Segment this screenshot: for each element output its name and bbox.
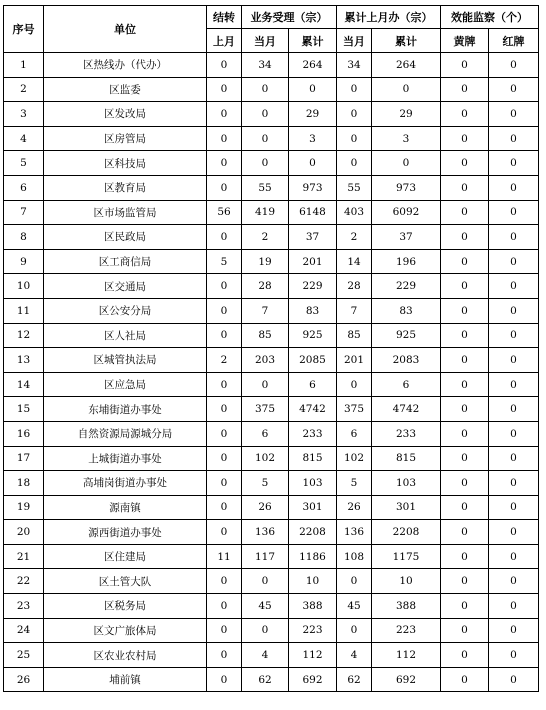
row-done-total: 2083 bbox=[372, 348, 441, 373]
table-row bbox=[4, 667, 539, 692]
header-total: 累计 bbox=[289, 29, 337, 53]
row-done-this-month: 0 bbox=[337, 569, 372, 594]
row-seq: 11 bbox=[4, 298, 44, 323]
row-unit: 区农业农村局 bbox=[44, 643, 207, 668]
row-seq: 18 bbox=[4, 471, 44, 496]
row-accepted-this-month: 7 bbox=[242, 298, 289, 323]
row-accepted-total: 10 bbox=[289, 569, 337, 594]
row-done-total: 10 bbox=[372, 569, 441, 594]
row-unit: 区税务局 bbox=[44, 594, 207, 619]
table-row bbox=[4, 397, 539, 422]
row-transfer-last-month: 0 bbox=[207, 397, 242, 422]
table-row bbox=[4, 200, 539, 225]
row-unit: 区工商信局 bbox=[44, 249, 207, 274]
row-seq: 20 bbox=[4, 520, 44, 545]
row-unit: 区教育局 bbox=[44, 175, 207, 200]
row-accepted-total: 4742 bbox=[289, 397, 337, 422]
table-body bbox=[4, 53, 539, 692]
row-unit: 区应急局 bbox=[44, 372, 207, 397]
row-done-this-month: 28 bbox=[337, 274, 372, 299]
row-yellow-card: 0 bbox=[441, 126, 489, 151]
header-accepted: 业务受理（宗） bbox=[242, 6, 337, 29]
row-transfer-last-month: 0 bbox=[207, 446, 242, 471]
row-yellow-card: 0 bbox=[441, 495, 489, 520]
row-accepted-total: 973 bbox=[289, 175, 337, 200]
row-done-this-month: 7 bbox=[337, 298, 372, 323]
row-unit: 区交通局 bbox=[44, 274, 207, 299]
table-row bbox=[4, 372, 539, 397]
row-done-total: 37 bbox=[372, 225, 441, 250]
row-accepted-this-month: 375 bbox=[242, 397, 289, 422]
row-yellow-card: 0 bbox=[441, 175, 489, 200]
row-accepted-total: 233 bbox=[289, 421, 337, 446]
row-seq: 15 bbox=[4, 397, 44, 422]
row-unit: 区土管大队 bbox=[44, 569, 207, 594]
row-yellow-card: 0 bbox=[441, 323, 489, 348]
table-row bbox=[4, 225, 539, 250]
row-transfer-last-month: 0 bbox=[207, 151, 242, 176]
row-seq: 25 bbox=[4, 643, 44, 668]
row-done-this-month: 62 bbox=[337, 667, 372, 692]
table-row bbox=[4, 618, 539, 643]
header-unit: 单位 bbox=[44, 6, 207, 53]
row-done-this-month: 4 bbox=[337, 643, 372, 668]
header-last-month: 上月 bbox=[207, 29, 242, 53]
row-red-card: 0 bbox=[489, 397, 539, 422]
row-yellow-card: 0 bbox=[441, 225, 489, 250]
row-done-total: 196 bbox=[372, 249, 441, 274]
row-done-this-month: 0 bbox=[337, 151, 372, 176]
row-done-this-month: 0 bbox=[337, 102, 372, 127]
row-done-total: 0 bbox=[372, 77, 441, 102]
row-transfer-last-month: 0 bbox=[207, 53, 242, 78]
row-done-this-month: 14 bbox=[337, 249, 372, 274]
row-yellow-card: 0 bbox=[441, 618, 489, 643]
table-row bbox=[4, 249, 539, 274]
row-accepted-this-month: 0 bbox=[242, 102, 289, 127]
row-transfer-last-month: 0 bbox=[207, 77, 242, 102]
row-seq: 16 bbox=[4, 421, 44, 446]
row-accepted-this-month: 0 bbox=[242, 569, 289, 594]
row-accepted-total: 29 bbox=[289, 102, 337, 127]
header-cumulative: 累计上月办（宗） bbox=[337, 6, 441, 29]
row-accepted-total: 1186 bbox=[289, 544, 337, 569]
row-seq: 6 bbox=[4, 175, 44, 200]
row-red-card: 0 bbox=[489, 471, 539, 496]
row-done-total: 2208 bbox=[372, 520, 441, 545]
table-row bbox=[4, 274, 539, 299]
row-accepted-total: 3 bbox=[289, 126, 337, 151]
row-done-total: 229 bbox=[372, 274, 441, 299]
row-unit: 区热线办（代办） bbox=[44, 53, 207, 78]
row-transfer-last-month: 0 bbox=[207, 225, 242, 250]
row-seq: 5 bbox=[4, 151, 44, 176]
row-done-total: 0 bbox=[372, 151, 441, 176]
row-transfer-last-month: 0 bbox=[207, 471, 242, 496]
row-done-this-month: 201 bbox=[337, 348, 372, 373]
row-seq: 23 bbox=[4, 594, 44, 619]
row-done-this-month: 5 bbox=[337, 471, 372, 496]
row-done-total: 83 bbox=[372, 298, 441, 323]
row-seq: 4 bbox=[4, 126, 44, 151]
header-supervision: 效能监察（个） bbox=[441, 6, 539, 29]
row-red-card: 0 bbox=[489, 446, 539, 471]
row-seq: 10 bbox=[4, 274, 44, 299]
row-accepted-this-month: 19 bbox=[242, 249, 289, 274]
row-yellow-card: 0 bbox=[441, 53, 489, 78]
row-accepted-total: 83 bbox=[289, 298, 337, 323]
row-yellow-card: 0 bbox=[441, 372, 489, 397]
row-done-total: 6092 bbox=[372, 200, 441, 225]
row-done-total: 264 bbox=[372, 53, 441, 78]
row-yellow-card: 0 bbox=[441, 77, 489, 102]
row-unit: 埔前镇 bbox=[44, 667, 207, 692]
header-seq: 序号 bbox=[4, 6, 44, 53]
row-transfer-last-month: 11 bbox=[207, 544, 242, 569]
row-seq: 17 bbox=[4, 446, 44, 471]
table-row bbox=[4, 569, 539, 594]
row-yellow-card: 0 bbox=[441, 200, 489, 225]
row-seq: 22 bbox=[4, 569, 44, 594]
row-red-card: 0 bbox=[489, 372, 539, 397]
row-unit: 区城管执法局 bbox=[44, 348, 207, 373]
table-row bbox=[4, 77, 539, 102]
row-accepted-total: 0 bbox=[289, 77, 337, 102]
row-seq: 7 bbox=[4, 200, 44, 225]
row-seq: 8 bbox=[4, 225, 44, 250]
row-done-total: 388 bbox=[372, 594, 441, 619]
row-red-card: 0 bbox=[489, 151, 539, 176]
row-red-card: 0 bbox=[489, 594, 539, 619]
row-accepted-total: 0 bbox=[289, 151, 337, 176]
row-seq: 13 bbox=[4, 348, 44, 373]
statistics-table bbox=[3, 5, 539, 692]
row-accepted-total: 388 bbox=[289, 594, 337, 619]
row-done-total: 1175 bbox=[372, 544, 441, 569]
row-seq: 1 bbox=[4, 53, 44, 78]
row-transfer-last-month: 0 bbox=[207, 175, 242, 200]
row-unit: 区监委 bbox=[44, 77, 207, 102]
row-accepted-total: 925 bbox=[289, 323, 337, 348]
table-row bbox=[4, 446, 539, 471]
row-unit: 区文广旅体局 bbox=[44, 618, 207, 643]
row-accepted-total: 692 bbox=[289, 667, 337, 692]
row-unit: 自然资源局源城分局 bbox=[44, 421, 207, 446]
row-yellow-card: 0 bbox=[441, 274, 489, 299]
row-accepted-this-month: 102 bbox=[242, 446, 289, 471]
row-accepted-this-month: 0 bbox=[242, 618, 289, 643]
table-row bbox=[4, 594, 539, 619]
row-done-this-month: 136 bbox=[337, 520, 372, 545]
row-red-card: 0 bbox=[489, 323, 539, 348]
row-transfer-last-month: 56 bbox=[207, 200, 242, 225]
row-yellow-card: 0 bbox=[441, 421, 489, 446]
table-row bbox=[4, 471, 539, 496]
row-accepted-total: 103 bbox=[289, 471, 337, 496]
row-accepted-this-month: 34 bbox=[242, 53, 289, 78]
row-red-card: 0 bbox=[489, 495, 539, 520]
row-red-card: 0 bbox=[489, 200, 539, 225]
row-transfer-last-month: 0 bbox=[207, 126, 242, 151]
row-transfer-last-month: 0 bbox=[207, 667, 242, 692]
row-yellow-card: 0 bbox=[441, 643, 489, 668]
table-row bbox=[4, 495, 539, 520]
row-accepted-this-month: 4 bbox=[242, 643, 289, 668]
row-transfer-last-month: 0 bbox=[207, 102, 242, 127]
table-row bbox=[4, 175, 539, 200]
row-yellow-card: 0 bbox=[441, 102, 489, 127]
row-done-total: 3 bbox=[372, 126, 441, 151]
row-transfer-last-month: 0 bbox=[207, 569, 242, 594]
header-red-card: 红牌 bbox=[489, 29, 539, 53]
row-transfer-last-month: 0 bbox=[207, 520, 242, 545]
row-seq: 12 bbox=[4, 323, 44, 348]
row-red-card: 0 bbox=[489, 53, 539, 78]
row-seq: 3 bbox=[4, 102, 44, 127]
row-transfer-last-month: 0 bbox=[207, 618, 242, 643]
row-done-total: 815 bbox=[372, 446, 441, 471]
header-this-month: 当月 bbox=[242, 29, 289, 53]
row-red-card: 0 bbox=[489, 520, 539, 545]
row-yellow-card: 0 bbox=[441, 446, 489, 471]
row-done-this-month: 0 bbox=[337, 618, 372, 643]
row-unit: 区市场监管局 bbox=[44, 200, 207, 225]
row-accepted-this-month: 0 bbox=[242, 151, 289, 176]
row-seq: 19 bbox=[4, 495, 44, 520]
table-row bbox=[4, 323, 539, 348]
row-transfer-last-month: 0 bbox=[207, 298, 242, 323]
row-accepted-total: 112 bbox=[289, 643, 337, 668]
row-unit: 上城街道办事处 bbox=[44, 446, 207, 471]
row-accepted-this-month: 136 bbox=[242, 520, 289, 545]
row-red-card: 0 bbox=[489, 643, 539, 668]
row-accepted-this-month: 2 bbox=[242, 225, 289, 250]
row-accepted-this-month: 26 bbox=[242, 495, 289, 520]
row-done-total: 29 bbox=[372, 102, 441, 127]
row-done-this-month: 108 bbox=[337, 544, 372, 569]
row-unit: 源南镇 bbox=[44, 495, 207, 520]
row-done-this-month: 0 bbox=[337, 77, 372, 102]
row-done-total: 973 bbox=[372, 175, 441, 200]
row-accepted-total: 223 bbox=[289, 618, 337, 643]
row-red-card: 0 bbox=[489, 102, 539, 127]
row-accepted-total: 37 bbox=[289, 225, 337, 250]
row-done-total: 301 bbox=[372, 495, 441, 520]
row-accepted-this-month: 117 bbox=[242, 544, 289, 569]
row-done-this-month: 55 bbox=[337, 175, 372, 200]
row-red-card: 0 bbox=[489, 274, 539, 299]
row-unit: 区住建局 bbox=[44, 544, 207, 569]
table-row bbox=[4, 151, 539, 176]
row-done-total: 925 bbox=[372, 323, 441, 348]
row-seq: 21 bbox=[4, 544, 44, 569]
row-done-this-month: 26 bbox=[337, 495, 372, 520]
row-yellow-card: 0 bbox=[441, 471, 489, 496]
row-accepted-total: 6 bbox=[289, 372, 337, 397]
row-red-card: 0 bbox=[489, 225, 539, 250]
row-done-this-month: 6 bbox=[337, 421, 372, 446]
row-accepted-this-month: 0 bbox=[242, 372, 289, 397]
row-accepted-this-month: 28 bbox=[242, 274, 289, 299]
row-accepted-total: 6148 bbox=[289, 200, 337, 225]
row-accepted-this-month: 0 bbox=[242, 77, 289, 102]
row-seq: 26 bbox=[4, 667, 44, 692]
row-accepted-this-month: 203 bbox=[242, 348, 289, 373]
row-done-this-month: 2 bbox=[337, 225, 372, 250]
row-transfer-last-month: 0 bbox=[207, 421, 242, 446]
table-row bbox=[4, 126, 539, 151]
row-yellow-card: 0 bbox=[441, 151, 489, 176]
row-yellow-card: 0 bbox=[441, 249, 489, 274]
row-transfer-last-month: 5 bbox=[207, 249, 242, 274]
row-done-this-month: 0 bbox=[337, 372, 372, 397]
header-transfer: 结转 bbox=[207, 6, 242, 29]
row-accepted-this-month: 62 bbox=[242, 667, 289, 692]
row-red-card: 0 bbox=[489, 421, 539, 446]
row-done-total: 103 bbox=[372, 471, 441, 496]
row-seq: 14 bbox=[4, 372, 44, 397]
row-done-this-month: 102 bbox=[337, 446, 372, 471]
row-transfer-last-month: 2 bbox=[207, 348, 242, 373]
header-yellow-card: 黄牌 bbox=[441, 29, 489, 53]
row-accepted-this-month: 0 bbox=[242, 126, 289, 151]
row-yellow-card: 0 bbox=[441, 544, 489, 569]
row-unit: 源西街道办事处 bbox=[44, 520, 207, 545]
row-accepted-total: 201 bbox=[289, 249, 337, 274]
row-done-this-month: 34 bbox=[337, 53, 372, 78]
row-unit: 高埔岗街道办事处 bbox=[44, 471, 207, 496]
row-accepted-total: 2085 bbox=[289, 348, 337, 373]
row-red-card: 0 bbox=[489, 77, 539, 102]
row-accepted-total: 264 bbox=[289, 53, 337, 78]
row-done-this-month: 375 bbox=[337, 397, 372, 422]
row-red-card: 0 bbox=[489, 126, 539, 151]
row-done-this-month: 85 bbox=[337, 323, 372, 348]
row-red-card: 0 bbox=[489, 249, 539, 274]
row-yellow-card: 0 bbox=[441, 594, 489, 619]
row-unit: 区房管局 bbox=[44, 126, 207, 151]
row-accepted-total: 301 bbox=[289, 495, 337, 520]
row-seq: 2 bbox=[4, 77, 44, 102]
row-transfer-last-month: 0 bbox=[207, 323, 242, 348]
row-done-total: 6 bbox=[372, 372, 441, 397]
row-transfer-last-month: 0 bbox=[207, 594, 242, 619]
row-transfer-last-month: 0 bbox=[207, 372, 242, 397]
row-yellow-card: 0 bbox=[441, 667, 489, 692]
row-accepted-this-month: 419 bbox=[242, 200, 289, 225]
header-total-2: 累计 bbox=[372, 29, 441, 53]
row-accepted-total: 2208 bbox=[289, 520, 337, 545]
row-accepted-total: 229 bbox=[289, 274, 337, 299]
row-red-card: 0 bbox=[489, 175, 539, 200]
table-row bbox=[4, 643, 539, 668]
row-unit: 区科技局 bbox=[44, 151, 207, 176]
table-row bbox=[4, 298, 539, 323]
row-unit: 东埔街道办事处 bbox=[44, 397, 207, 422]
table-row bbox=[4, 102, 539, 127]
row-red-card: 0 bbox=[489, 298, 539, 323]
row-transfer-last-month: 0 bbox=[207, 495, 242, 520]
row-red-card: 0 bbox=[489, 569, 539, 594]
row-transfer-last-month: 0 bbox=[207, 274, 242, 299]
row-seq: 9 bbox=[4, 249, 44, 274]
row-accepted-total: 815 bbox=[289, 446, 337, 471]
row-done-this-month: 403 bbox=[337, 200, 372, 225]
row-done-total: 692 bbox=[372, 667, 441, 692]
row-yellow-card: 0 bbox=[441, 569, 489, 594]
row-accepted-this-month: 5 bbox=[242, 471, 289, 496]
header-this-month-2: 当月 bbox=[337, 29, 372, 53]
row-done-this-month: 0 bbox=[337, 126, 372, 151]
row-done-total: 4742 bbox=[372, 397, 441, 422]
row-yellow-card: 0 bbox=[441, 348, 489, 373]
table-row bbox=[4, 348, 539, 373]
row-yellow-card: 0 bbox=[441, 397, 489, 422]
row-transfer-last-month: 0 bbox=[207, 643, 242, 668]
header-row-top bbox=[4, 6, 539, 29]
table-row bbox=[4, 520, 539, 545]
row-red-card: 0 bbox=[489, 348, 539, 373]
row-done-total: 223 bbox=[372, 618, 441, 643]
row-red-card: 0 bbox=[489, 667, 539, 692]
row-done-total: 233 bbox=[372, 421, 441, 446]
table-row bbox=[4, 53, 539, 78]
table-row bbox=[4, 544, 539, 569]
row-unit: 区发改局 bbox=[44, 102, 207, 127]
row-unit: 区民政局 bbox=[44, 225, 207, 250]
row-red-card: 0 bbox=[489, 544, 539, 569]
row-done-this-month: 45 bbox=[337, 594, 372, 619]
row-accepted-this-month: 85 bbox=[242, 323, 289, 348]
table-row bbox=[4, 421, 539, 446]
row-yellow-card: 0 bbox=[441, 520, 489, 545]
row-seq: 24 bbox=[4, 618, 44, 643]
row-red-card: 0 bbox=[489, 618, 539, 643]
row-unit: 区人社局 bbox=[44, 323, 207, 348]
row-yellow-card: 0 bbox=[441, 298, 489, 323]
row-accepted-this-month: 45 bbox=[242, 594, 289, 619]
row-unit: 区公安分局 bbox=[44, 298, 207, 323]
row-accepted-this-month: 55 bbox=[242, 175, 289, 200]
row-accepted-this-month: 6 bbox=[242, 421, 289, 446]
row-done-total: 112 bbox=[372, 643, 441, 668]
